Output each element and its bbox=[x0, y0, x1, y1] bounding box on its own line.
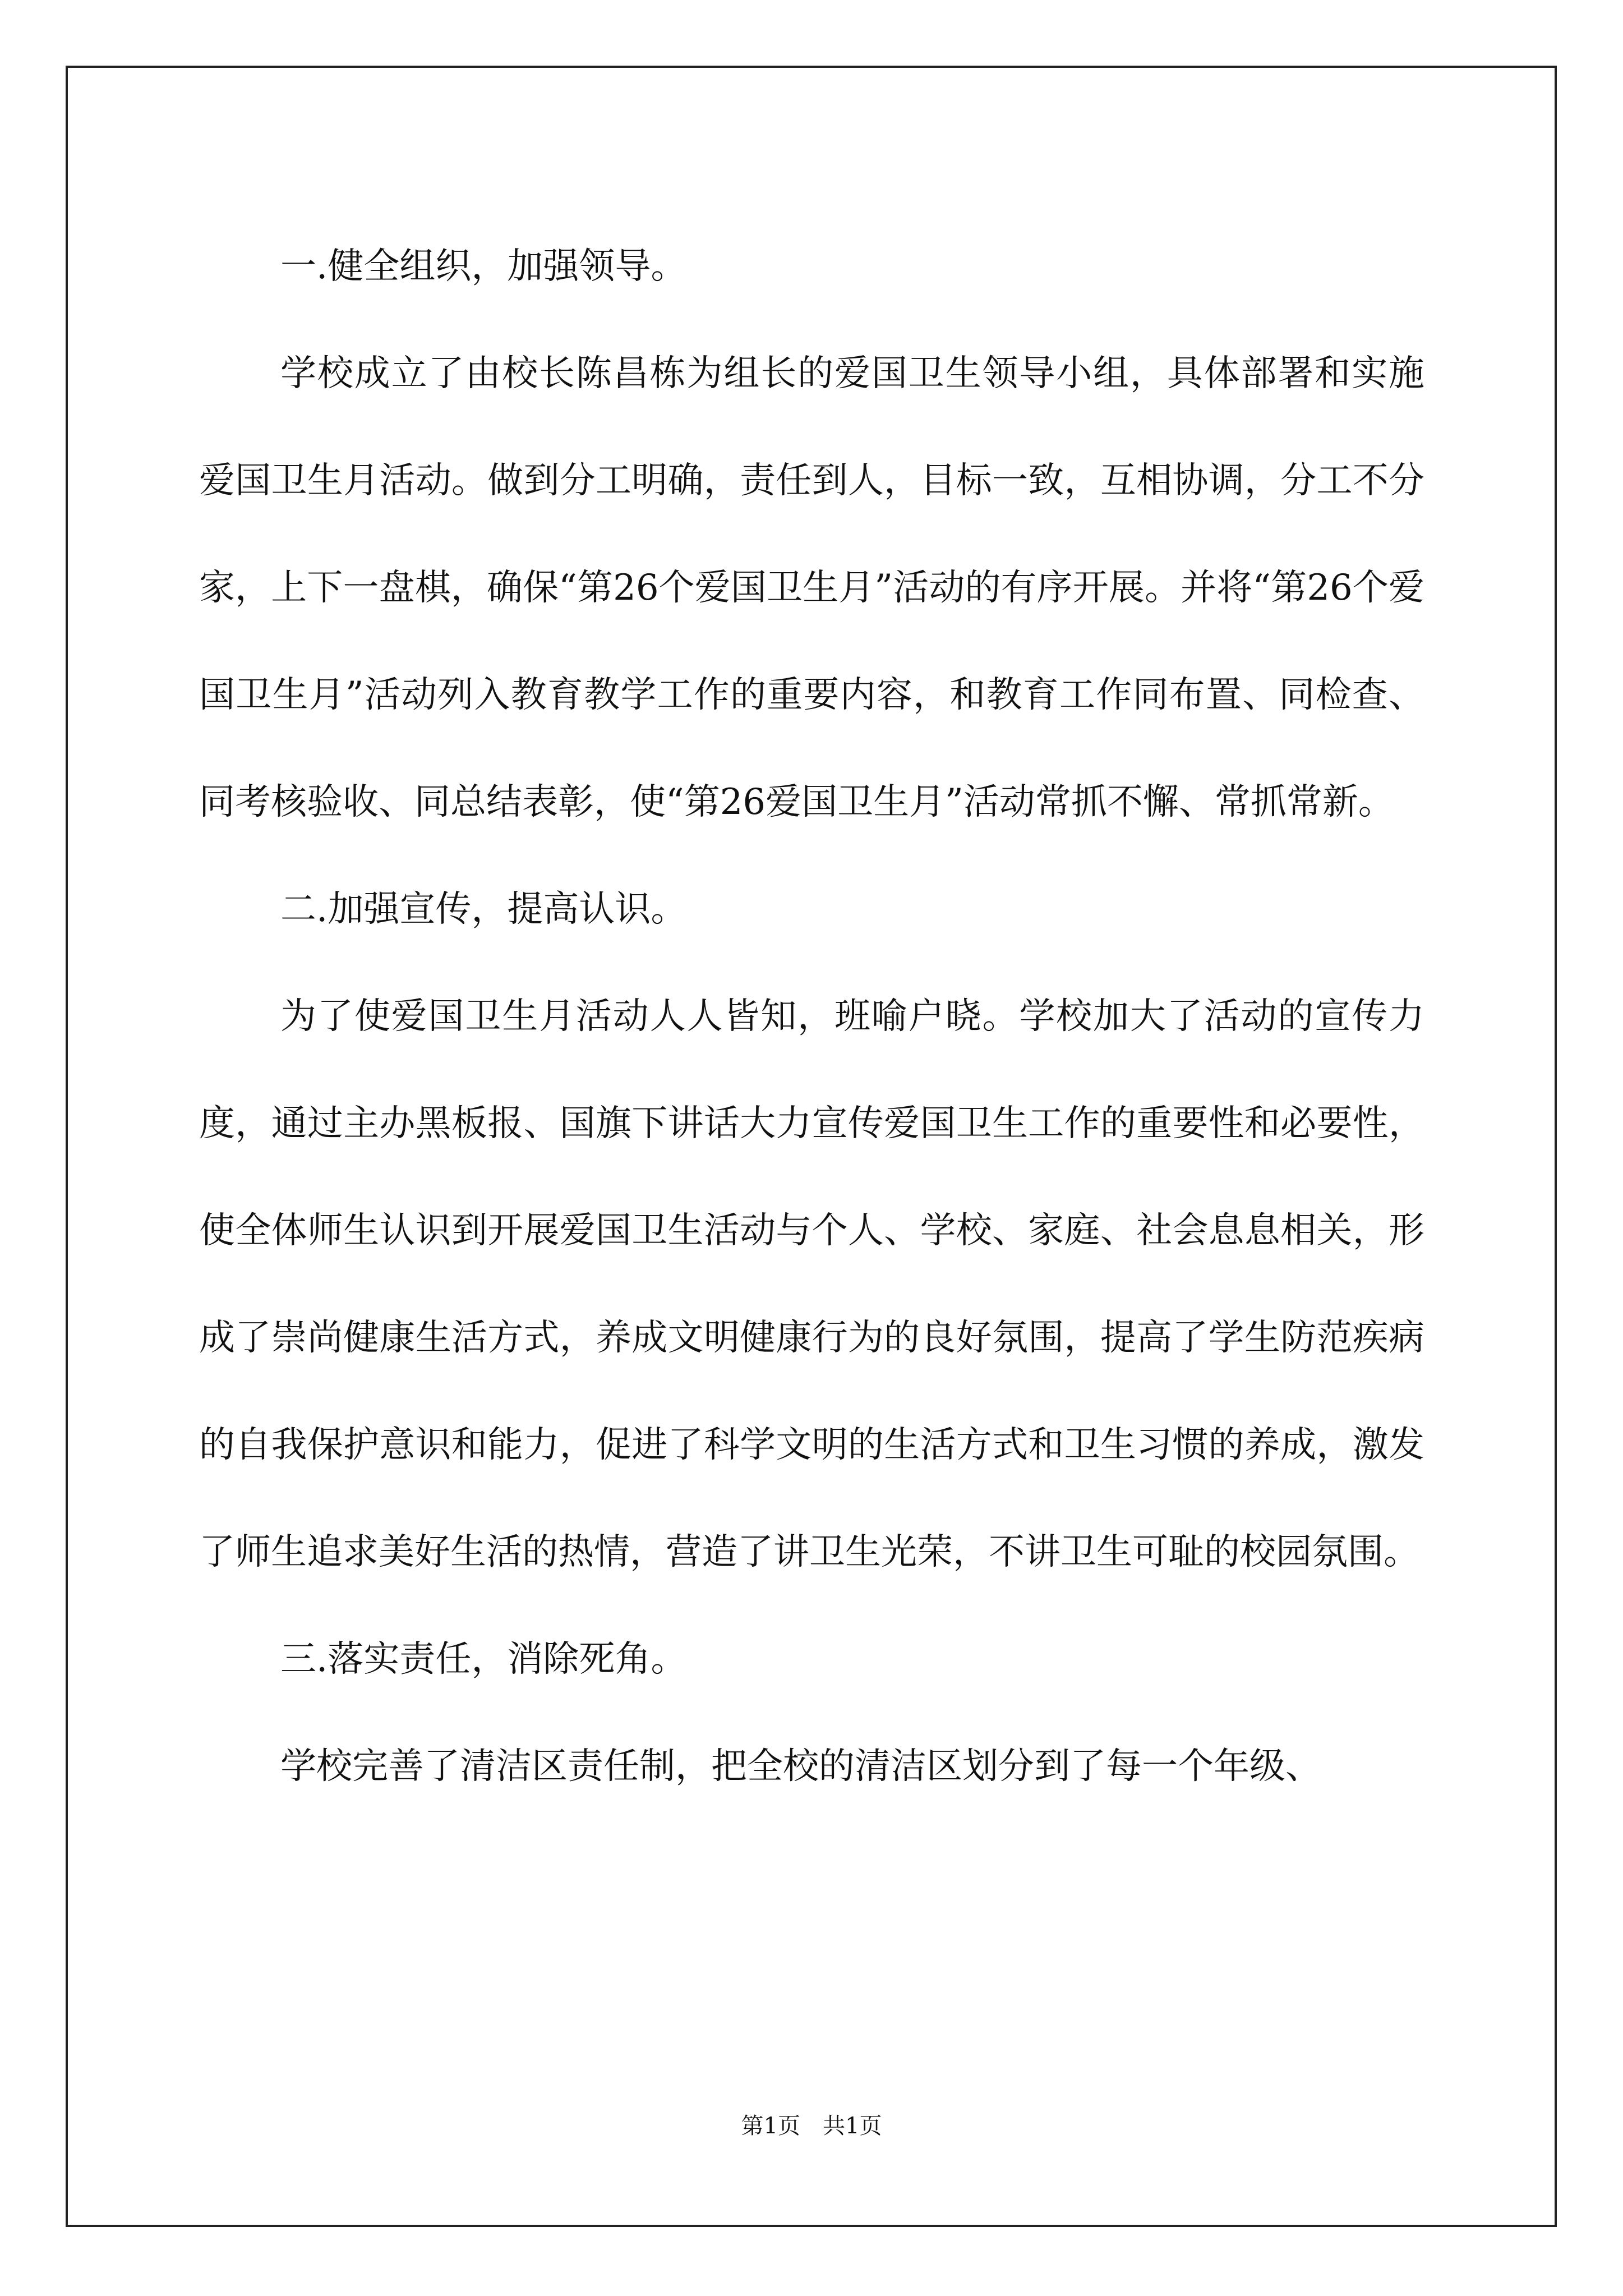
section-paragraph-1: 学校成立了由校长陈昌栋为组长的爱国卫生领导小组，具体部署和实施爱国卫生月活动。做到分工明确，责任到人，目标一致，互相协调，分工不分家，上下一盘棋，确保“第26个爱国卫生月”活动的有序开展。并将“第26个爱国卫生月”活动列入教育教学工作的重要内容，和教育工作同布置、同检查、同考核验收、同总结表彰，使“第26爱国卫生月”活动常抓不懈、常抓常新。 bbox=[199, 353, 1424, 823]
section-heading-2: 二.加强宣传，提高认识。 bbox=[280, 889, 687, 930]
section-paragraph-2: 为了使爱国卫生月活动人人皆知，班喻户晓。学校加大了活动的宣传力度，通过主办黑板报、国旗下讲话大力宣传爱国卫生工作的重要性和必要性，使全体师生认识到开展爱国卫生活动与个人、学校、家庭、社会息息相关，形成了崇尚健康生活方式，养成文明健康行为的良好氛围，提高了学生防范疾病的自我保护意识和能力，促进了科学文明的生活方式和卫生习惯的养成，激发了师生追求美好生活的热情，营造了讲卫生光荣，不讲卫生可耻的校园氛围。 bbox=[199, 996, 1424, 1573]
section-heading-1: 一.健全组织，加强领导。 bbox=[280, 246, 687, 287]
section-heading-3: 三.落实责任，消除死角。 bbox=[280, 1639, 687, 1680]
section-paragraph-3: 学校完善了清洁区责任制，把全校的清洁区划分到了每一个年级、 bbox=[280, 1746, 1321, 1787]
document-body bbox=[199, 213, 1424, 1820]
page-footer: 第1页 共1页 bbox=[741, 2113, 882, 2139]
